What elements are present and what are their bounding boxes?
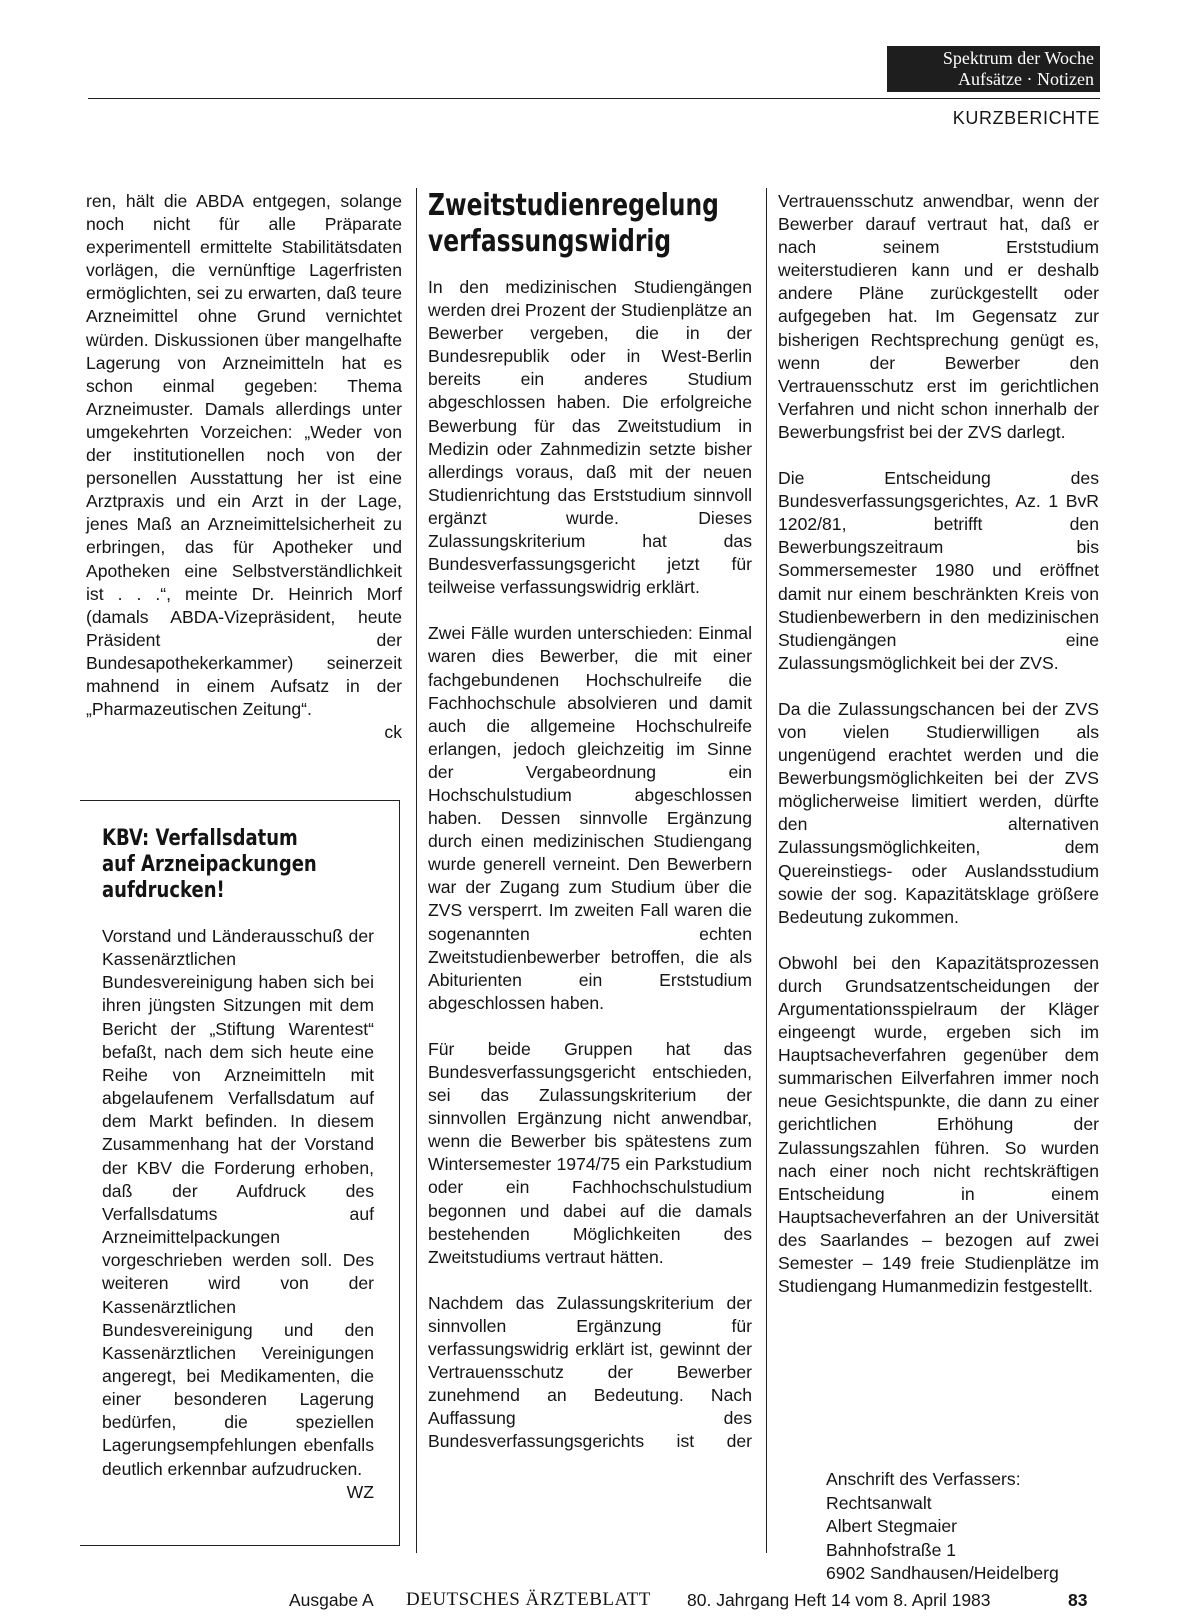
column-middle <box>428 276 752 1454</box>
author-initials: ck <box>384 722 402 743</box>
article-headline: Zweitstudienregelung verfassungswidrig <box>428 188 719 259</box>
section-badge <box>887 46 1100 92</box>
page-footer <box>0 1590 1178 1616</box>
body-paragraph: ren, hält die ABDA entgegen, solange noch nicht für alle Präparate experimentell ermittelte Stabilitätsdaten vorlägen, die vernünftige Lagerfristen ermöglichten, sei zu erwarten, daß teure Arzneimittel ohne Grund vernichtet würden. Diskussionen über mangelhafte Lagerung von Arzneimitteln hat es schon einmal gegeben: Thema Arzneimuster. Damals allerdings unter umgekehrten Vorzeichen: „Weder von der institutionellen noch von der personellen Ausstattung her ist eine Arztpraxis und ein Arzt in der Lage, jenes Maß an Arzneimittelsicherheit zu erbringen, das für Apotheker und Apotheken eine Selbstverständlichkeit ist . . .“, meinte Dr. Heinrich Morf (damals ABDA-Vizepräsident, heute Präsident der Bundesapothekerkammer) seinerzeit mahnend in einem Aufsatz in der „Pharmazeutischen Zeitung“. ck <box>86 190 402 744</box>
author-street: Bahnhofstraße 1 <box>826 1539 957 1560</box>
body-paragraph: Die Entscheidung des Bundesverfassungsgerichtes, Az. 1 BvR 1202/81, betrifft den Bewerbungszeitraum bis Sommersemester 1980 und eröffnet damit nur einem beschränkten Kreis von Studienbewerbern in den medizinischen Studiengängen eine Zulassungsmöglichkeit bei der ZVS. <box>778 468 1099 673</box>
body-paragraph: Da die Zulassungschancen bei der ZVS von vielen Studierwilligen als ungenügend erachtet werden und die Bewerbungsmöglichkeiten bei der ZVS möglicherweise limitiert werden, dürfte den alternativen Zulassungsmöglichkeiten, dem Quereinstiegs- oder Auslandsstudium sowie der sog. Kapazitätsklage größere Bedeutung zukommen. <box>778 698 1099 927</box>
author-address <box>826 1468 1059 1586</box>
column-divider <box>416 188 417 1553</box>
author-title: Rechtsanwalt <box>826 1492 932 1513</box>
page-number: 83 <box>1068 1590 1088 1610</box>
address-label: Anschrift des Verfassers: <box>826 1469 1021 1489</box>
sidebar-headline: KBV: Verfallsdatum auf Arzneipackungen aufdrucken! <box>102 825 317 903</box>
footer-issue: 80. Jahrgang Heft 14 vom 8. April 1983 <box>687 1590 991 1610</box>
body-paragraph: Vorstand und Länderausschuß der Kassenärztlichen Bundesvereinigung haben sich bei ihren jüngsten Sitzungen mit dem Bericht der „Stiftung Warentest“ befaßt, nach dem sich heute eine Reihe von Arzneimitteln mit abgelaufenem Verfallsdatum auf dem Markt befinden. In diesem Zusammenhang hat der Vorstand der KBV die Forderung erhoben, daß der Aufdruck des Verfallsdatums auf Arzneimittelpackungen vorgeschrieben werden soll. Des weiteren wird von der Kassenärztlichen Bundesvereinigung und den Kassenärztlichen Vereinigungen angeregt, bei Medikamenten, die einer besonderen Lagerung bedürfen, die speziellen Lagerungsempfehlungen ebenfalls deutlich erkennbar aufzudrucken. WZ <box>102 925 374 1504</box>
column-divider <box>766 188 767 1553</box>
section-subtitle: Aufsätze · Notizen <box>958 69 1094 89</box>
body-paragraph: Vertrauensschutz anwendbar, wenn der Bewerber darauf vertraut hat, daß er nach seinem Erststudium weiterstudieren kann und er deshalb andere Pläne zurückgestellt oder aufgegeben hat. Im Gegensatz zur bisherigen Rechtsprechung genügt es, wenn der Bewerber den Vertrauensschutz erst im gerichtlichen Verfahren und nicht schon innerhalb der Bewerbungsfrist bei der ZVS darlegt. <box>778 191 1099 442</box>
author-city: 6902 Sandhausen/Heidelberg <box>826 1563 1059 1583</box>
category-label: KURZBERICHTE <box>952 108 1100 128</box>
section-title: Spektrum der Woche <box>942 48 1094 68</box>
body-paragraph: In den medizinischen Studiengängen werden drei Prozent der Studienplätze an Bewerber vergeben, die in der Bundesrepublik oder in West-Berlin bereits ein anderes Studium abgeschlossen haben. Die erfolgreiche Bewerbung für das Zweitstudium in Medizin oder Zahnmedizin setzte bisher allerdings voraus, daß mit der neuen Studienrichtung das Erststudium sinnvoll ergänzt wurde. Dieses Zulassungskriterium hat das Bundesverfassungsgericht jetzt für teilweise verfassungswidrig erklärt. <box>428 277 752 598</box>
author-initials: WZ <box>346 1481 374 1502</box>
body-paragraph: Nachdem das Zulassungskriterium der sinnvollen Ergänzung für verfassungswidrig erklärt ist, gewinnt der Vertrauensschutz der Bewerber zunehmend an Bedeutung. Nach Auffassung des Bundesverfassungsgerichts ist der <box>428 1292 752 1452</box>
body-paragraph: Zwei Fälle wurden unterschieden: Einmal waren dies Bewerber, die mit einer fachgebundenen Hochschulreife die Fachhochschule absolvieren und damit auch die allgemeine Hochschulreife erlangen, jedoch gleichzeitig im Sinne der Vergabeordnung ein Hochschulstudium abgeschlossen haben. Dessen sinnvolle Ergänzung durch einen medizinischen Studiengang wurde generell verneint. Den Bewerbern war der Zugang zum Studium über die ZVS versperrt. Im zweiten Fall waren die sogenannten echten Zweitstudienbewerber betroffen, die als Abiturienten ein Erststudium abgeschlossen haben. <box>428 623 752 1013</box>
header-rule <box>88 98 1100 99</box>
sidebar-body <box>102 925 374 1504</box>
body-paragraph: Für beide Gruppen hat das Bundesverfassungsgericht entschieden, sei das Zulassungskriterium der sinnvollen Ergänzung nicht anwendbar, wenn die Bewerber bis spätestens zum Wintersemester 1974/75 ein Parkstudium oder ein Fachhochschulstudium begonnen und dabei auf die damals bestehenden Möglichkeiten des Zweitstudiums vertraut hätten. <box>428 1038 752 1267</box>
author-name: Albert Stegmaier <box>826 1516 958 1536</box>
footer-journal: DEUTSCHES ÄRZTEBLATT <box>406 1589 651 1610</box>
column-right <box>778 190 1099 1298</box>
body-paragraph: Obwohl bei den Kapazitätsprozessen durch Grundsatzentscheidungen der Argumentationsspielraum der Kläger eingeengt wurde, ergeben sich im Hauptsacheverfahren gegenüber dem summarischen Eilverfahren immer noch neue Gesichtspunkte, die dann zu einer gerichtlichen Erhöhung der Zulassungszahlen führen. So wurden nach einer noch nicht rechtskräftigen Entscheidung in einem Hauptsacheverfahren an der Universität des Saarlandes – bezogen auf zwei Semester – 149 freie Studienplätze im Studiengang Humanmedizin festgestellt. <box>778 952 1099 1297</box>
footer-edition: Ausgabe A <box>289 1590 374 1610</box>
column-left <box>86 190 402 744</box>
